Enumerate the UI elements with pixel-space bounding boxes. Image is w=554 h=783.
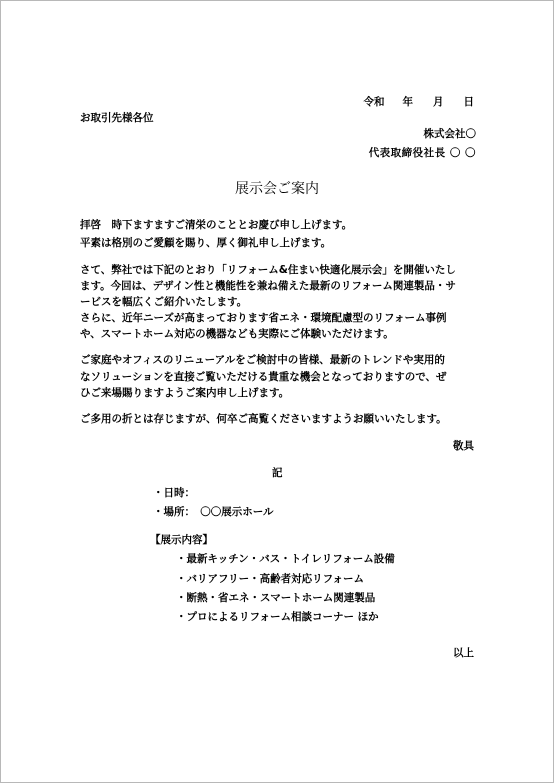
paragraph-line: さらに、近年ニーズが高まっております省エネ・環境配慮型のリフォーム事例 bbox=[80, 312, 447, 324]
exhibit-item: ・プロによるリフォーム相談コーナー ほか bbox=[176, 611, 379, 623]
addressee: お取引先様各位 bbox=[80, 112, 154, 124]
paragraph-line: なソリューションを直接ご覧いただける貴重な機会となっておりますので、ぜ bbox=[80, 371, 447, 383]
closing-keigu: 敬具 bbox=[453, 440, 474, 452]
president-name: 代表取締役社長 〇 〇 bbox=[368, 147, 476, 159]
detail-date: ・日時： bbox=[153, 487, 195, 499]
company-name: 株式会社〇 bbox=[423, 128, 476, 140]
exhibit-item: ・断熱・省エネ・スマートホーム関連製品 bbox=[176, 592, 376, 604]
paragraph-line: ご多用の折とは存じますが、何卒ご高覧くださいますようお願いいたします。 bbox=[80, 413, 447, 425]
paragraph-line: や、スマートホーム対応の機器なども実際にご体験いただけます。 bbox=[80, 328, 394, 340]
exhibit-item: ・バリアフリー・高齢者対応リフォーム bbox=[176, 573, 365, 585]
exhibits-heading: 【展示内容】 bbox=[150, 534, 213, 546]
paragraph-line: ます。今回は、デザイン性と機能性を兼ね備えた最新のリフォーム関連製品・サ bbox=[80, 280, 456, 292]
paragraph-line: ご家庭やオフィスのリニューアルをご検討中の皆様、最新のトレンドや実用的 bbox=[80, 354, 445, 366]
date-day: 日 bbox=[463, 96, 474, 108]
paragraph-line: ービスを幅広くご紹介いたします。 bbox=[80, 296, 248, 308]
paragraph-line: ひご来場賜りますようご案内申し上げます。 bbox=[80, 387, 290, 399]
ki-heading: 記 bbox=[272, 467, 283, 479]
date-month: 月 bbox=[433, 96, 444, 108]
exhibit-item: ・最新キッチン・バス・トイレリフォーム設備 bbox=[176, 553, 395, 565]
date-era: 令和 bbox=[363, 96, 385, 108]
date-year: 年 bbox=[402, 96, 413, 108]
greeting-line: 平素は格別のご愛顧を賜り、厚く御礼申し上げます。 bbox=[80, 237, 332, 249]
closing-ijo: 以上 bbox=[453, 647, 474, 659]
date-line bbox=[1, 96, 474, 109]
document-title: 展示会ご案内 bbox=[235, 181, 319, 197]
greeting-line: 拝啓 時下ますますご清栄のこととお慶び申し上げます。 bbox=[80, 219, 353, 231]
detail-venue: ・場所： 〇〇展示ホール bbox=[153, 506, 274, 518]
paragraph-line: さて、弊社では下記のとおり「リフォーム&住まい快適化展示会」を開催いたし bbox=[80, 264, 456, 276]
